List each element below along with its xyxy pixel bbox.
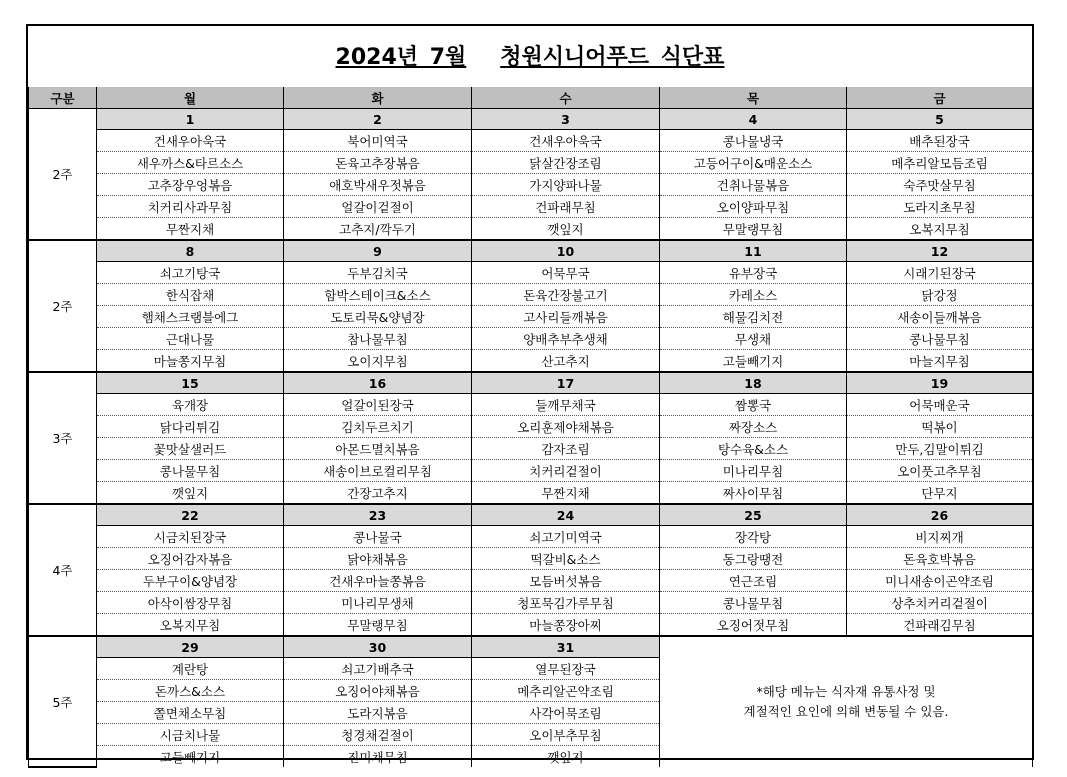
date-cell: 16 <box>284 372 472 394</box>
dish-row <box>29 592 1033 614</box>
date-cell: 15 <box>97 372 284 394</box>
dish-cell: 고사리들깨볶음 <box>472 306 660 328</box>
dish-cell: 청경채겉절이 <box>284 724 472 746</box>
dish-cell: 무짠지채 <box>97 218 284 241</box>
dish-cell: 쇠고기탕국 <box>97 262 284 284</box>
dish-cell: 햄채스크램블에그 <box>97 306 284 328</box>
dish-cell: 새우까스&타르소스 <box>97 152 284 174</box>
dish-cell: 쇠고기미역국 <box>472 526 660 548</box>
week-label: 2주 <box>29 109 97 241</box>
dish-cell: 오복지무침 <box>847 218 1033 241</box>
date-row <box>29 109 1033 130</box>
date-cell: 8 <box>97 240 284 262</box>
dish-cell: 치커리사과무침 <box>97 196 284 218</box>
header-row <box>29 87 1033 109</box>
date-cell: 1 <box>97 109 284 130</box>
dish-row <box>29 306 1033 328</box>
dish-cell: 가지양파나물 <box>472 174 660 196</box>
date-cell: 23 <box>284 504 472 526</box>
date-cell: 4 <box>660 109 847 130</box>
dish-cell: 열무된장국 <box>472 658 660 680</box>
dish-cell: 미나리무생채 <box>284 592 472 614</box>
date-row <box>29 504 1033 526</box>
dish-cell: 닭야채볶음 <box>284 548 472 570</box>
menu-sheet <box>26 24 1034 765</box>
dish-cell: 애호박새우젓볶음 <box>284 174 472 196</box>
dish-cell: 육개장 <box>97 394 284 416</box>
dish-cell: 오이부추무침 <box>472 724 660 746</box>
dish-cell: 깻잎지 <box>472 218 660 241</box>
date-cell: 31 <box>472 636 660 658</box>
dish-cell: 건파래김무침 <box>847 614 1033 637</box>
dish-cell: 꽃맛살샐러드 <box>97 438 284 460</box>
dish-cell: 콩나물냉국 <box>660 130 847 152</box>
dish-cell: 떡갈비&소스 <box>472 548 660 570</box>
dish-cell: 건파래무침 <box>472 196 660 218</box>
dish-cell: 건새우마늘쫑볶음 <box>284 570 472 592</box>
dish-cell: 아몬드멸치볶음 <box>284 438 472 460</box>
date-cell: 10 <box>472 240 660 262</box>
dish-row <box>29 130 1033 152</box>
date-cell: 22 <box>97 504 284 526</box>
dish-cell: 새송이들깨볶음 <box>847 306 1033 328</box>
dish-row <box>29 570 1033 592</box>
dish-row <box>29 416 1033 438</box>
dish-cell: 돈육고추장볶음 <box>284 152 472 174</box>
dish-cell: 해물김치전 <box>660 306 847 328</box>
date-cell: 19 <box>847 372 1033 394</box>
dish-cell: 사각어묵조림 <box>472 702 660 724</box>
header-day: 화 <box>284 87 472 109</box>
dish-cell: 메추리알모듬조림 <box>847 152 1033 174</box>
dish-cell: 연근조림 <box>660 570 847 592</box>
dish-cell: 간장고추지 <box>284 482 472 505</box>
dish-cell: 동그랑땡전 <box>660 548 847 570</box>
dish-cell: 장각탕 <box>660 526 847 548</box>
dish-cell: 참나물무침 <box>284 328 472 350</box>
dish-cell: 들깨무채국 <box>472 394 660 416</box>
dish-cell: 콩나물무침 <box>847 328 1033 350</box>
dish-cell: 함박스테이크&소스 <box>284 284 472 306</box>
dish-cell: 돈육호박볶음 <box>847 548 1033 570</box>
date-cell: 18 <box>660 372 847 394</box>
dish-row <box>29 262 1033 284</box>
dish-cell: 만두,김말이튀김 <box>847 438 1033 460</box>
dish-cell: 한식잡채 <box>97 284 284 306</box>
dish-cell: 시금치된장국 <box>97 526 284 548</box>
title-name: 청원시니어푸드 식단표 <box>500 45 725 70</box>
dish-cell: 돈육간장불고기 <box>472 284 660 306</box>
dish-cell: 콩나물무침 <box>660 592 847 614</box>
dish-cell: 닭다리튀김 <box>97 416 284 438</box>
dish-row <box>29 460 1033 482</box>
date-cell: 12 <box>847 240 1033 262</box>
date-cell: 9 <box>284 240 472 262</box>
dish-cell: 무말랭무침 <box>660 218 847 241</box>
dish-cell: 숙주맛살무침 <box>847 174 1033 196</box>
dish-row <box>29 438 1033 460</box>
dish-cell: 청포묵김가루무침 <box>472 592 660 614</box>
header-category: 구분 <box>29 87 97 109</box>
dish-cell: 콩나물국 <box>284 526 472 548</box>
dish-cell: 근대나물 <box>97 328 284 350</box>
dish-cell: 고들빼기지 <box>97 746 284 768</box>
dish-cell: 새송이브로컬리무침 <box>284 460 472 482</box>
dish-row <box>29 614 1033 637</box>
dish-row <box>29 394 1033 416</box>
date-cell: 29 <box>97 636 284 658</box>
dish-cell: 고들빼기지 <box>660 350 847 373</box>
title-year-month: 2024년 7월 <box>335 45 467 70</box>
dish-cell: 오이지무침 <box>284 350 472 373</box>
week-label: 5주 <box>29 636 97 767</box>
date-cell: 3 <box>472 109 660 130</box>
dish-cell: 어묵매운국 <box>847 394 1033 416</box>
dish-cell: 시래기된장국 <box>847 262 1033 284</box>
dish-cell: 배추된장국 <box>847 130 1033 152</box>
dish-cell: 무짠지채 <box>472 482 660 505</box>
dish-cell: 유부장국 <box>660 262 847 284</box>
dish-cell: 오징어야채볶음 <box>284 680 472 702</box>
dish-row <box>29 548 1033 570</box>
dish-cell: 건취나물볶음 <box>660 174 847 196</box>
dish-cell: 진미채무침 <box>284 746 472 768</box>
dish-cell: 깻잎지 <box>97 482 284 505</box>
dish-cell: 두부구이&양념장 <box>97 570 284 592</box>
dish-cell: 건새우아욱국 <box>97 130 284 152</box>
page-title <box>336 40 725 71</box>
header-day: 목 <box>660 87 847 109</box>
dish-cell: 고추지/깍두기 <box>284 218 472 241</box>
dish-row <box>29 526 1033 548</box>
dish-cell: 미나리무침 <box>660 460 847 482</box>
date-cell: 25 <box>660 504 847 526</box>
dish-cell: 북어미역국 <box>284 130 472 152</box>
dish-cell: 얼갈이겉절이 <box>284 196 472 218</box>
date-cell: 26 <box>847 504 1033 526</box>
dish-cell: 시금치나물 <box>97 724 284 746</box>
dish-cell: 두부김치국 <box>284 262 472 284</box>
dish-cell: 무생채 <box>660 328 847 350</box>
header-day: 수 <box>472 87 660 109</box>
dish-cell: 도토리묵&양념장 <box>284 306 472 328</box>
dish-cell: 오징어감자볶음 <box>97 548 284 570</box>
header-day: 금 <box>847 87 1033 109</box>
dish-cell: 무말랭무침 <box>284 614 472 637</box>
dish-row <box>29 350 1033 373</box>
dish-cell: 건새우아욱국 <box>472 130 660 152</box>
dish-cell: 고추장우엉볶음 <box>97 174 284 196</box>
date-cell: 5 <box>847 109 1033 130</box>
dish-cell: 얼갈이된장국 <box>284 394 472 416</box>
dish-cell: 닭살간장조림 <box>472 152 660 174</box>
dish-cell: 오이풋고추무침 <box>847 460 1033 482</box>
dish-cell: 도라지초무침 <box>847 196 1033 218</box>
dish-cell: 쫄면채소무침 <box>97 702 284 724</box>
note-line: 계절적인 요인에 의해 변동될 수 있음. <box>743 704 949 719</box>
dish-row <box>29 218 1033 241</box>
dish-cell: 오징어젓무침 <box>660 614 847 637</box>
note-line: *해당 메뉴는 식자재 유통사정 및 <box>756 684 936 699</box>
dish-row <box>29 284 1033 306</box>
date-row <box>29 240 1033 262</box>
dish-cell: 어묵무국 <box>472 262 660 284</box>
dish-cell: 오복지무침 <box>97 614 284 637</box>
dish-cell: 모듬버섯볶음 <box>472 570 660 592</box>
menu-table <box>28 87 1033 768</box>
dish-cell: 마늘쫑지무침 <box>97 350 284 373</box>
date-cell: 24 <box>472 504 660 526</box>
week-label: 4주 <box>29 504 97 636</box>
week-label: 3주 <box>29 372 97 504</box>
dish-cell: 돈까스&소스 <box>97 680 284 702</box>
dish-cell: 쇠고기배추국 <box>284 658 472 680</box>
dish-cell: 감자조림 <box>472 438 660 460</box>
dish-cell: 도라지볶음 <box>284 702 472 724</box>
dish-cell: 마늘쫑장아찌 <box>472 614 660 637</box>
dish-cell: 마늘지무침 <box>847 350 1033 373</box>
dish-cell: 오리훈제야채볶음 <box>472 416 660 438</box>
dish-cell: 닭강정 <box>847 284 1033 306</box>
dish-cell: 산고추지 <box>472 350 660 373</box>
menu-note <box>660 636 1033 767</box>
dish-cell: 오이양파무침 <box>660 196 847 218</box>
dish-row <box>29 196 1033 218</box>
dish-cell: 떡볶이 <box>847 416 1033 438</box>
title-box <box>28 26 1032 89</box>
dish-cell: 고등어구이&매운소스 <box>660 152 847 174</box>
date-row <box>29 372 1033 394</box>
dish-cell: 짜장소스 <box>660 416 847 438</box>
dish-cell: 단무지 <box>847 482 1033 505</box>
dish-cell: 콩나물무침 <box>97 460 284 482</box>
date-cell: 2 <box>284 109 472 130</box>
dish-cell: 카레소스 <box>660 284 847 306</box>
dish-cell: 짜사이무침 <box>660 482 847 505</box>
dish-row <box>29 328 1033 350</box>
dish-row <box>29 152 1033 174</box>
dish-cell: 메추리알곤약조림 <box>472 680 660 702</box>
dish-cell: 깻잎지 <box>472 746 660 768</box>
dish-cell: 계란탕 <box>97 658 284 680</box>
dish-cell: 양배추부추생채 <box>472 328 660 350</box>
dish-cell: 아삭이쌈장무침 <box>97 592 284 614</box>
dish-row <box>29 174 1033 196</box>
dish-cell: 짬뽕국 <box>660 394 847 416</box>
dish-cell: 미니새송이곤약조림 <box>847 570 1033 592</box>
dish-row <box>29 482 1033 505</box>
header-day: 월 <box>97 87 284 109</box>
dish-cell: 비지찌개 <box>847 526 1033 548</box>
dish-cell: 상추치커리겉절이 <box>847 592 1033 614</box>
dish-cell: 치커리겉절이 <box>472 460 660 482</box>
week-label: 2주 <box>29 240 97 372</box>
date-row <box>29 636 1033 658</box>
date-cell: 17 <box>472 372 660 394</box>
date-cell: 11 <box>660 240 847 262</box>
dish-cell: 김치두르치기 <box>284 416 472 438</box>
dish-cell: 탕수육&소스 <box>660 438 847 460</box>
date-cell: 30 <box>284 636 472 658</box>
